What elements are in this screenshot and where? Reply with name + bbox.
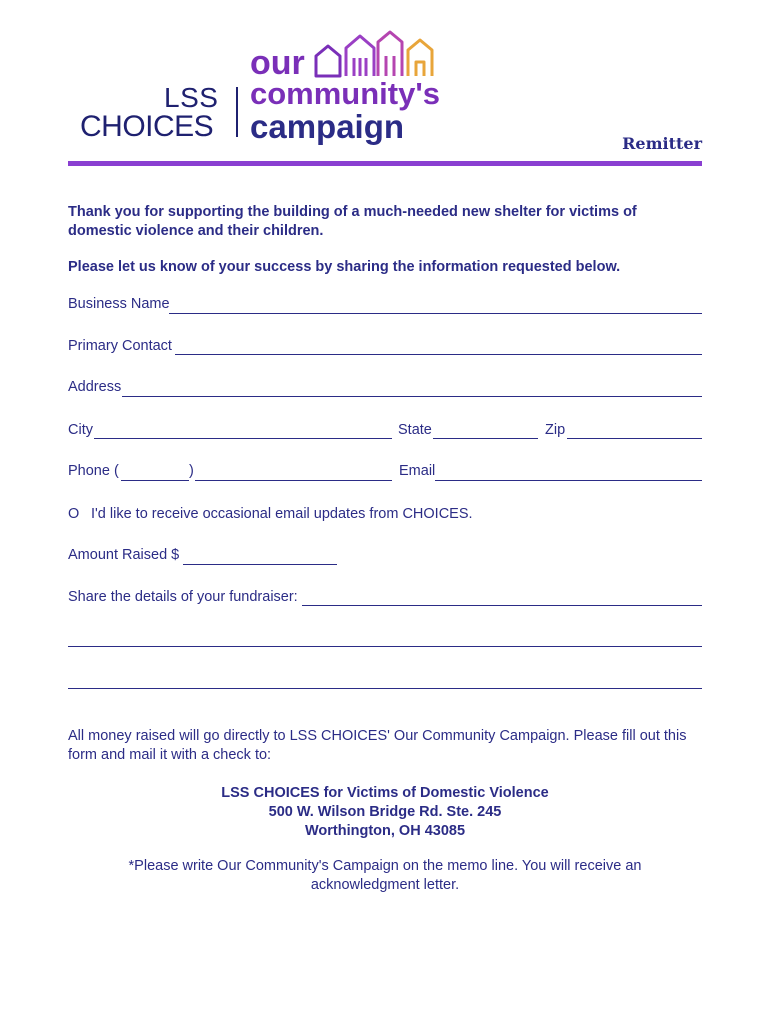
mailing-address-line-1: LSS CHOICES for Victims of Domestic Violence (221, 785, 549, 801)
amount-raised-label: Amount Raised $ (68, 547, 180, 563)
header-rule (68, 161, 702, 166)
share-details-line-2[interactable] (68, 646, 702, 647)
logo-lss: LSS (164, 82, 219, 113)
logo-choices: CHOICES (80, 110, 214, 143)
email-label: Email (399, 463, 436, 479)
share-details-label: Share the details of your fundraiser: (68, 589, 298, 605)
phone-area-code-field[interactable] (121, 480, 189, 481)
amount-raised-field[interactable] (183, 564, 337, 565)
phone-number-field[interactable] (195, 480, 392, 481)
phone-close-paren: ) (189, 463, 194, 479)
zip-label: Zip (545, 422, 566, 438)
zip-field[interactable] (567, 438, 702, 439)
intro-request: Please let us know of your success by sharing the information requested below. (68, 259, 621, 275)
logo-campaign: campaign (250, 108, 405, 145)
city-field[interactable] (94, 438, 392, 439)
logo-divider (236, 87, 238, 137)
updates-label: I'd like to receive occasional email updates from CHOICES. (91, 506, 473, 522)
business-name-label: Business Name (68, 296, 170, 312)
remitter-label: Remitter (622, 134, 702, 153)
memo-note: *Please write Our Community's Campaign on the memo line. You will receive an acknowledgment letter. (128, 858, 642, 893)
mailing-instructions: All money raised will go directly to LSS CHOICES' Our Community Campaign. Please fill out this form and mail it with a check to: (68, 728, 687, 763)
state-field[interactable] (433, 438, 538, 439)
business-name-field[interactable] (169, 313, 702, 314)
mailing-address-line-3: Worthington, OH 43085 (304, 823, 466, 839)
email-field[interactable] (435, 480, 702, 481)
mailing-address-line-2: 500 W. Wilson Bridge Rd. Ste. 245 (268, 804, 502, 820)
share-details-line-3[interactable] (68, 688, 702, 689)
state-label: State (398, 422, 432, 438)
phone-label: Phone ( (68, 463, 119, 479)
primary-contact-field[interactable] (175, 354, 702, 355)
intro-thanks: Thank you for supporting the building of a much-needed new shelter for victims of domestic violence and their children. (68, 204, 637, 239)
houses-icon (312, 28, 452, 78)
address-field[interactable] (122, 396, 702, 397)
address-label: Address (68, 379, 122, 395)
city-label: City (68, 422, 93, 438)
logo-communitys: community's (250, 76, 440, 111)
primary-contact-label: Primary Contact (68, 338, 172, 354)
share-details-field[interactable] (302, 605, 702, 606)
updates-checkbox[interactable]: O (68, 506, 80, 522)
logo-our: our (250, 44, 305, 82)
